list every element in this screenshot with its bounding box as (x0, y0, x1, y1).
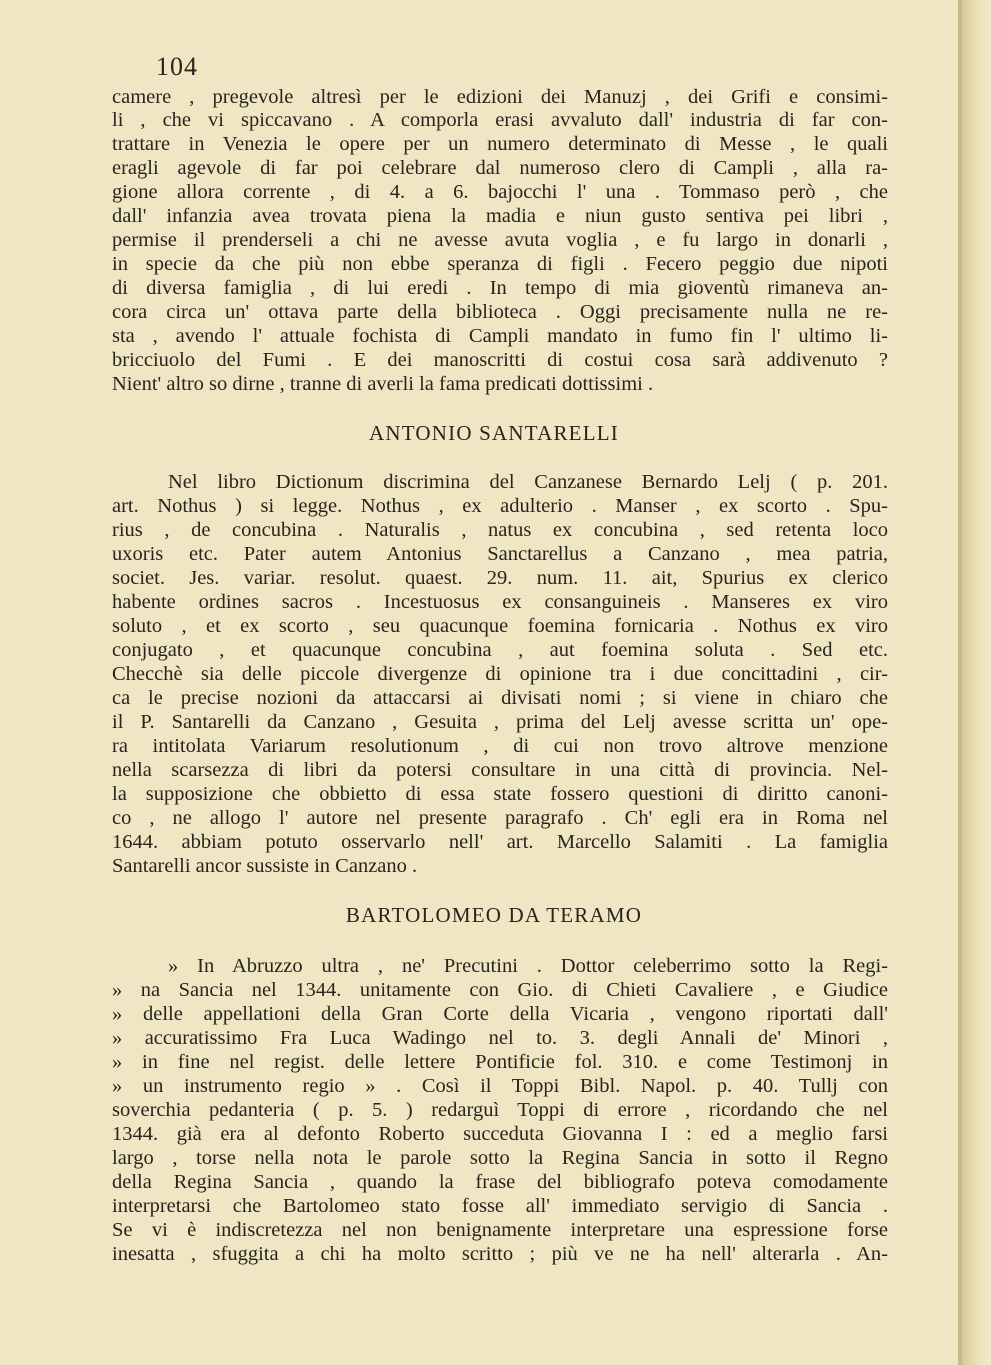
text-line: cora circa un' ottava parte della biblioteca . Oggi precisamente nulla ne re- (112, 301, 888, 323)
text-line: la supposizione che obbietto di essa state fossero questioni di diritto canoni- (112, 783, 888, 805)
text-line: » In Abruzzo ultra , ne' Precutini . Dottor celeberrimo sotto la Regi- (168, 955, 888, 977)
text-line: Santarelli ancor sussiste in Canzano . (112, 855, 418, 877)
text-line: soverchia pedanteria ( p. 5. ) redarguì Toppi di errore , ricordando che nel (112, 1099, 888, 1121)
text-line: eragli agevole di far poi celebrare dal numeroso clero di Campli , alla ra- (112, 157, 888, 179)
text-line: dall' infanzia avea trovata piena la madia e niun gusto sentiva pei libri , (112, 205, 888, 227)
text-line: di diversa famiglia , di lui eredi . In tempo di mia gioventù rimaneva an- (112, 277, 888, 299)
text-line: soluto , et ex scorto , seu quacunque foemina fornicaria . Nothus ex viro (112, 615, 888, 637)
text-line: gione allora corrente , di 4. a 6. bajocchi l' una . Tommaso però , che (112, 181, 888, 203)
text-line: uxoris etc. Pater autem Antonius Sanctarellus a Canzano , mea patria, (112, 543, 888, 565)
text-line: » na Sancia nel 1344. unitamente con Gio. di Chieti Cavaliere , e Giudice (112, 979, 888, 1001)
text-line: inesatta , sfuggita a chi ha molto scritto ; più ve ne ha nell' alterarla . An- (112, 1243, 888, 1265)
text-line: della Regina Sancia , quando la frase del bibliografo poteva comodamente (112, 1171, 888, 1193)
text-line: societ. Jes. variar. resolut. quaest. 29. num. 11. ait, Spurius ex clerico (112, 567, 888, 589)
text-line: ra intitolata Variarum resolutionum , di cui non trovo altrove menzione (112, 735, 888, 757)
text-line: » delle appellationi della Gran Corte della Vicaria , vengono riportati dall' (112, 1003, 888, 1025)
text-line: Nient' altro so dirne , tranne di averli la fama predicati dottissimi . (112, 373, 654, 395)
page-number: 104 (156, 52, 198, 81)
section-heading-bartolomeo-da-teramo: BARTOLOMEO DA TERAMO (345, 903, 643, 927)
text-line: Nel libro Dictionum discrimina del Canzanese Bernardo Lelj ( p. 201. (168, 471, 888, 493)
text-line: 1644. abbiam potuto osservarlo nell' art. Marcello Salamiti . La famiglia (112, 831, 888, 853)
text-line: » accuratissimo Fra Luca Wadingo nel to. 3. degli Annali de' Minori , (112, 1027, 888, 1049)
text-line: rius , de concubina . Naturalis , natus ex concubina , sed retenta loco (112, 519, 888, 541)
text-line: sta , avendo l' attuale fochista di Campli mandato in fumo fin l' ultimo li- (112, 325, 888, 347)
text-line: permise il prenderseli a chi ne avesse avuta voglia , e fu largo in donarli , (112, 229, 888, 251)
text-line: co , ne allogo l' autore nel presente paragrafo . Ch' egli era in Roma nel (112, 807, 888, 829)
text-line: interpretarsi che Bartolomeo stato fosse all' immediato servigio di Sancia . (112, 1195, 888, 1217)
text-line: trattare in Venezia le opere per un numero determinato di Messe , le quali (112, 133, 888, 155)
page-edge (962, 0, 991, 1365)
text-line: nella scarsezza di libri da potersi consultare in una città di provincia. Nel- (112, 759, 888, 781)
text-line: Se vi è indiscretezza nel non benignamente interpretare una espressione forse (112, 1219, 888, 1241)
text-line: » in fine nel regist. delle lettere Pontificie fol. 310. e come Testimonj in (112, 1051, 888, 1073)
text-line: art. Nothus ) si legge. Nothus , ex adulterio . Manser , ex scorto . Spu- (112, 495, 888, 517)
text-line: bricciuolo del Fumi . E dei manoscritti di costui cosa sarà addivenuto ? (112, 349, 888, 371)
text-line: conjugato , et quacunque concubina , aut foemina soluta . Sed etc. (112, 639, 888, 661)
text-line: camere , pregevole altresì per le edizioni dei Manuzj , dei Grifi e consimi- (112, 86, 888, 108)
text-line: il P. Santarelli da Canzano , Gesuita , prima del Lelj avesse scritta un' ope- (112, 711, 888, 733)
text-line: li , che vi spiccavano . A comporla erasi avvaluto dall' industria di far con- (112, 109, 888, 131)
text-line: ca le precise nozioni da attaccarsi ai divisati nomi ; si viene in chiaro che (112, 687, 888, 709)
text-line: largo , torse nella nota le parole sotto la Regina Sancia in sotto il Regno (112, 1147, 888, 1169)
text-line: Checchè sia delle piccole divergenze di opinione tra i due concittadini , cir- (112, 663, 888, 685)
text-line: » un instrumento regio » . Così il Toppi Bibl. Napol. p. 40. Tullj con (112, 1075, 888, 1097)
text-line: habente ordines sacros . Incestuosus ex consanguineis . Manseres ex viro (112, 591, 888, 613)
text-line: 1344. già era al defonto Roberto succeduta Giovanna I : ed a meglio farsi (112, 1123, 888, 1145)
text-line: in specie da che più non ebbe speranza di figli . Fecero peggio due nipoti (112, 253, 888, 275)
section-heading-antonio-santarelli: ANTONIO SANTARELLI (369, 421, 619, 445)
